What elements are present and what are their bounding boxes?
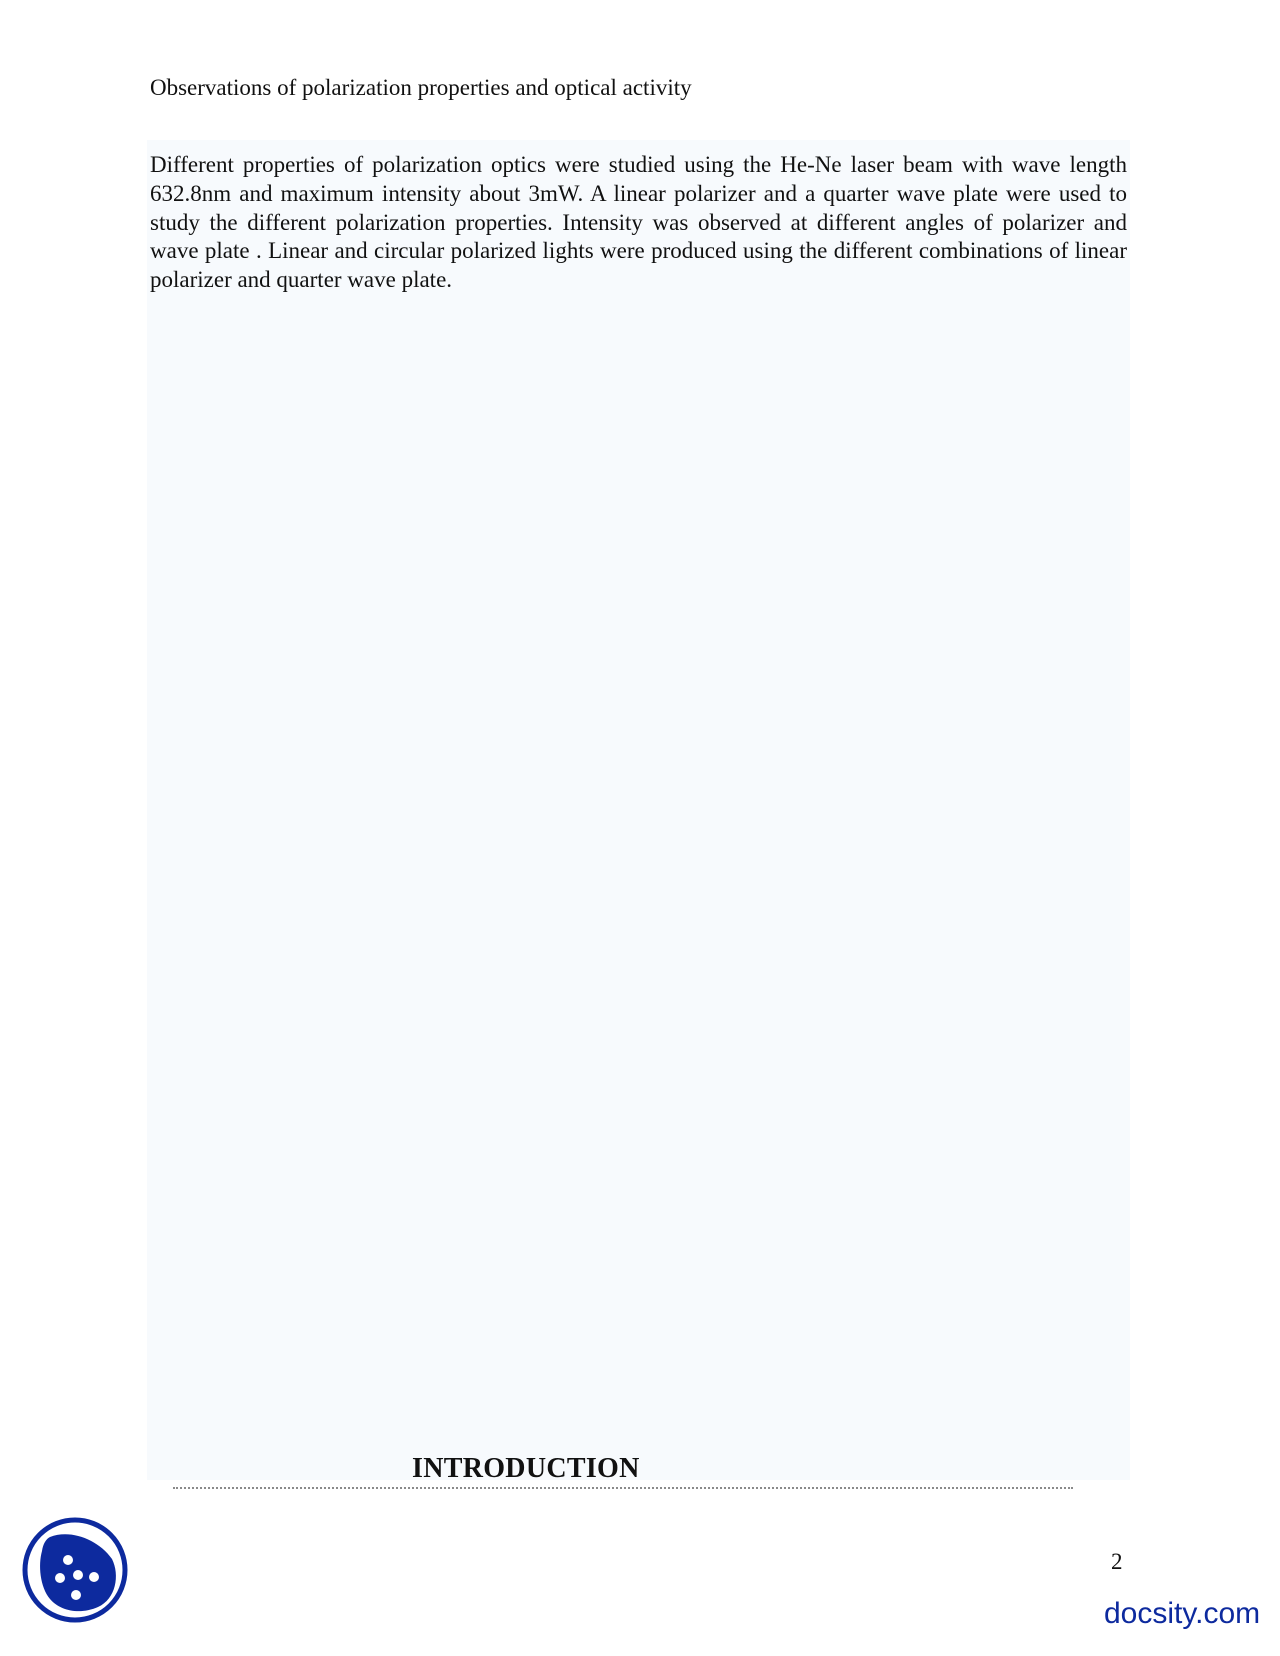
section-heading: INTRODUCTION	[412, 1453, 640, 1484]
document-title: Observations of polarization properties and optical activity	[150, 75, 692, 100]
dotted-divider	[173, 1487, 1073, 1489]
page-number: 2	[1111, 1549, 1123, 1574]
docsity-logo-icon[interactable]	[20, 1515, 130, 1625]
docsity-brand-link[interactable]: docsity.com	[1104, 1597, 1261, 1630]
abstract-paragraph: Different properties of polarization optics were studied using the He-Ne laser beam with wave length 632.8nm and maximum intensity about 3mW. A linear polarizer and a quarter wave plate were used to study the different polarization properties. Intensity was observed at different angles of polarizer and wave plate . Linear and circular polarized lights were produced using the different combinations of linear polarizer and quarter wave plate.	[150, 152, 1127, 293]
content-background	[147, 140, 1130, 1480]
